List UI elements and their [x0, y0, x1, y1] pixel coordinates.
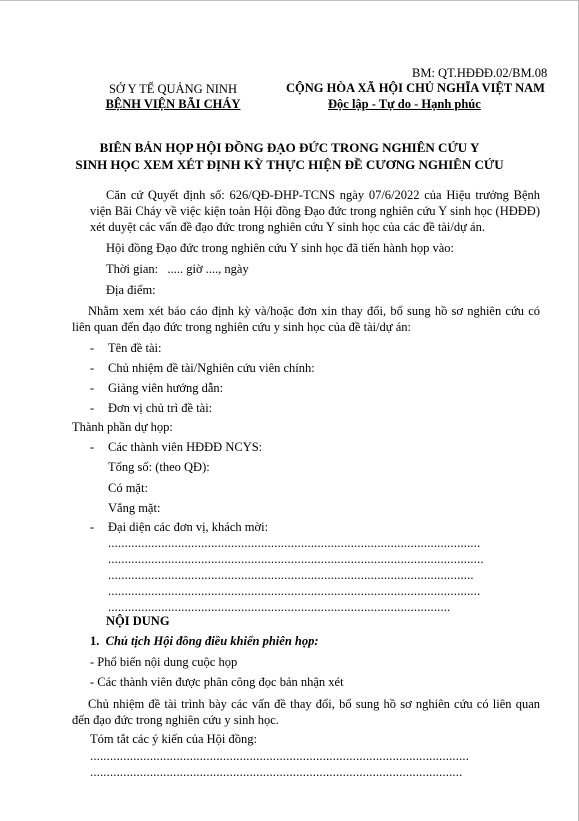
hospital-name: BỆNH VIỆN BÃI CHÁY [105, 97, 241, 111]
place-label: Địa điểm: [106, 283, 156, 297]
meeting-time-row [106, 262, 249, 277]
meeting-intro: Hội đồng Đạo đức trong nghiên cứu Y sinh học đã tiến hành họp vào: [106, 241, 454, 255]
project-item-label: Đơn vị chủ trì đề tài: [108, 401, 213, 415]
nation-name: CỘNG HÒA XÃ HỘI CHỦ NGHĨA VIỆT NAM [286, 81, 545, 95]
document-title-line-1: BIÊN BẢN HỌP HỘI ĐỒNG ĐẠO ĐỨC TRONG NGHIÊN CỨU Y [99, 140, 480, 155]
total-label: Tổng số: (theo QĐ): [108, 460, 210, 474]
section-1-item: - Các thành viên được phân công đọc bản nhận xét [90, 675, 344, 689]
document-title-line-2: SINH HỌC XEM XÉT ĐỊNH KỲ THỰC HIỆN ĐỀ CƯƠNG NGHIÊN CỨU [75, 157, 504, 172]
content-heading: NỘI DUNG [106, 614, 170, 628]
dotted-fill-line: ................................................................................................................ [108, 584, 481, 598]
time-label: Thời gian: [106, 262, 159, 276]
pi-presentation-paragraph: Chủ nhiệm đề tài trình bày các vấn đề thay đổi, bổ sung hồ sơ nghiên cứu có liên quan đến đạo đức trong nghiên cứu y sinh học. [72, 697, 540, 727]
dotted-fill-line: ................................................................................................................ [90, 765, 463, 779]
present-label: Có mặt: [108, 481, 148, 495]
section-1-item: - Phổ biến nội dung cuộc họp [90, 655, 238, 669]
members-label: Các thành viên HĐĐĐ NCYS: [108, 440, 263, 454]
form-code: BM: QT.HĐĐĐ.02/BM.08 [412, 66, 548, 80]
legal-basis-paragraph: Căn cứ Quyết định số: 626/QĐ-ĐHP-TCNS ngày 07/6/2022 của Hiệu trưởng Bệnh viện Bãi Cháy về việc kiện toàn Hội đồng Đạo đức trong nghiên cứu Y sinh học (HĐĐĐ) xét duyệt các vấn đề đạo đức trong nghiên cứu Y sinh học của các đề tài/dự án. [90, 188, 540, 234]
time-value: ..... giờ ...., ngày [167, 262, 249, 276]
summary-label: Tóm tắt các ý kiến của Hội đồng: [90, 732, 257, 746]
section-1-title: Chủ tịch Hội đồng điều khiển phiên họp: [105, 634, 319, 648]
project-item-label: Chủ nhiệm đề tài/Nghiên cứu viên chính: [108, 361, 315, 375]
section-1-number: 1. [90, 634, 100, 648]
dotted-fill-line: ....................................................................................................... [108, 600, 451, 614]
project-item-label: Tên đề tài: [108, 341, 162, 355]
page-top-border [0, 0, 579, 1]
department-name: SỞ Y TẾ QUẢNG NINH [108, 82, 237, 96]
dotted-fill-line: ................................................................................................................. [108, 552, 484, 566]
absent-label: Vắng mặt: [108, 501, 161, 515]
dotted-fill-line: .................................................................................................................. [90, 749, 470, 763]
section-1-heading [90, 634, 319, 649]
dotted-fill-line: .............................................................................................................. [108, 568, 474, 582]
purpose-paragraph: Nhằm xem xét báo cáo định kỳ và/hoặc đơn xin thay đổi, bổ sung hồ sơ nghiên cứu có liên quan đến đạo đức trong nghiên cứu y sinh học của đề tài/dự án: [72, 304, 540, 334]
guests-label: Đại diện các đơn vị, khách mời: [108, 520, 269, 534]
attendance-heading: Thành phần dự họp: [72, 420, 173, 434]
project-item-label: Giảng viên hướng dẫn: [108, 381, 224, 395]
dotted-fill-line: ................................................................................................................ [108, 536, 481, 550]
document-page: BM: QT.HĐĐĐ.02/BM.08 SỞ Y TẾ QUẢNG NINH BỆNH VIỆN BÃI CHÁY CỘNG HÒA XÃ HỘI CHỦ NGHĨA VIỆT NAM Độc lập - Tự do - Hạnh phúc BIÊN BẢN HỌP HỘI ĐỒNG ĐẠO ĐỨC TRONG NGHIÊN CỨU Y SINH HỌC XEM XÉT ĐỊNH KỲ THỰC HIỆN ĐỀ CƯƠNG NGHIÊN CỨU Căn cứ Quyết định số: 626/QĐ-ĐHP-TCNS ngày 07/6/2022 của Hiệu trưởng Bệnh viện Bãi Cháy về việc kiện toàn Hội đồng Đạo đức trong nghiên cứu Y sinh học (HĐĐĐ) xét duyệt các vấn đề đạo đức trong nghiên cứu Y sinh học của các đề tài/dự án. Hội đồng Đạo đức trong nghiên cứu Y sinh học đã tiến hành họp vào: Thời gian: ..... giờ ...., ngày Địa điểm: Nhằm xem xét báo cáo định kỳ và/hoặc đơn xin thay đổi, bổ sung hồ sơ nghiên cứu có liên quan đến đạo đức trong nghiên cứu y sinh học của đề tài/dự án: - Tên đề tài: - Chủ nhiệm đề tài/Nghiên cứu viên chính: - Giảng viên hướng dẫn: - Đơn vị chủ trì đề tài: Thành phần dự họp: - Các thành viên HĐĐĐ NCYS: Tổng số: (theo QĐ): Có mặt: Vắng mặt: - Đại diện các đơn vị, khách mời: ................................................................................................................ ................................................................................................................. .............................................................................................................. ................................................................................................................ ....................................................................................................... NỘI DUNG 1. Chủ tịch Hội đồng điều khiển phiên họp: - Phổ biến nội dung cuộc họp - Các thành viên được phân công đọc bản nhận xét Chủ nhiệm đề tài trình bày các vấn đề thay đổi, bổ sung hồ sơ nghiên cứu có liên quan đến đạo đức trong nghiên cứu y sinh học. Tóm tắt các ý kiến của Hội đồng: .................................................................................................................. ................................................................................................................ [0, 0, 579, 821]
national-motto: Độc lập - Tự do - Hạnh phúc [328, 97, 481, 111]
